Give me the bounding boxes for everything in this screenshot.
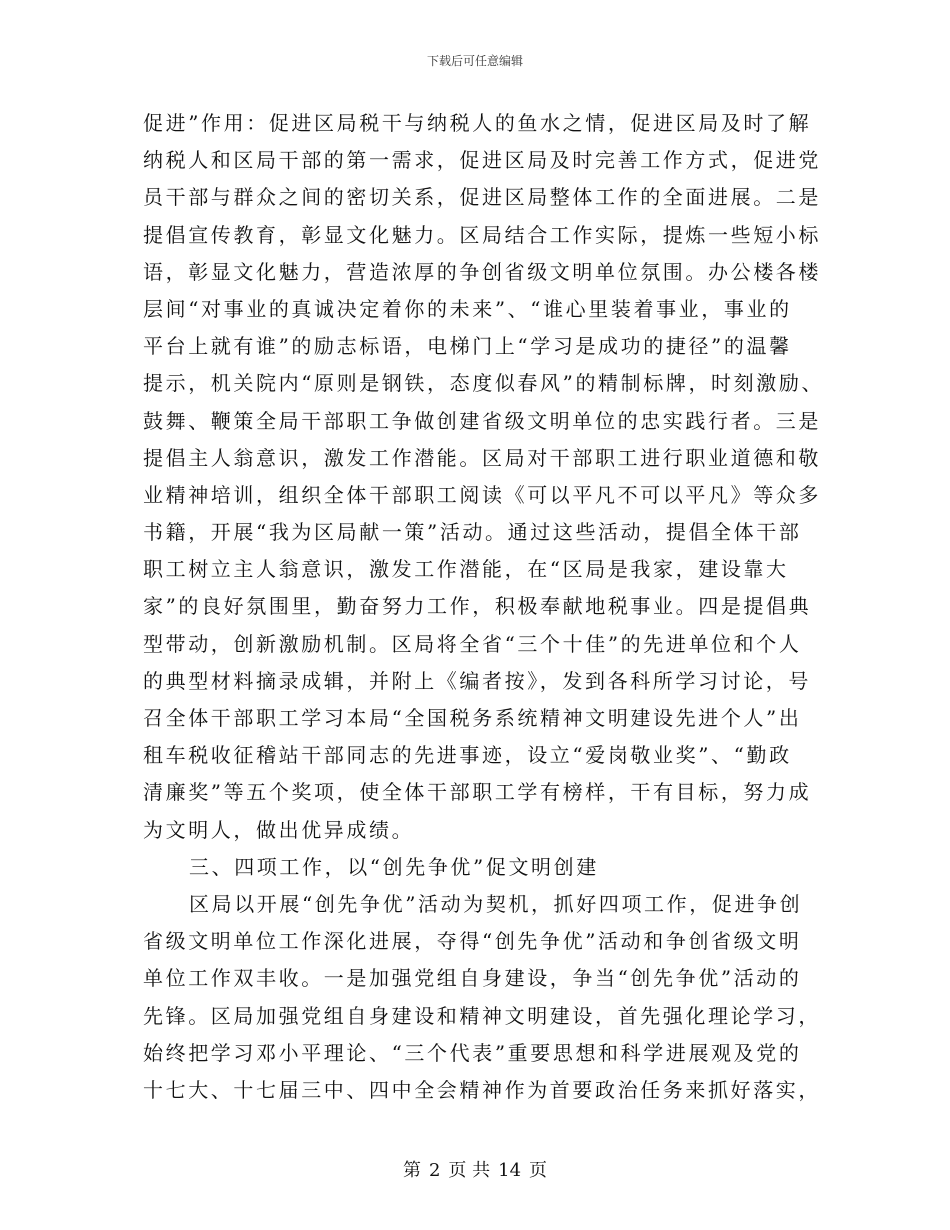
body-line: 纳税人和区局干部的第一需求，促进区局及时完善工作方式，促进党	[143, 148, 821, 173]
body-line: 的典型材料摘录成辑，并附上《编者按》，发到各科所学习讨论，号	[143, 668, 811, 693]
footer-middle: 页 共	[448, 1160, 491, 1181]
footer-suffix: 页	[529, 1160, 548, 1181]
body-line: 书籍，开展“我为区局献一策”活动。通过这些活动，提倡全体干部	[143, 520, 802, 545]
body-line: 型带动，创新激励机制。区局将全省“三个十佳”的先进单位和个人	[143, 631, 802, 656]
body-line: 十七大、十七届三中、四中全会精神作为首要政治任务来抓好落实，	[143, 1077, 821, 1102]
body-line: 家”的良好氛围里，勤奋努力工作，积极奉献地税事业。四是提倡典	[143, 594, 812, 619]
body-line: 提倡主人翁意识，激发工作潜能。区局对干部职工进行职业道德和敬	[143, 445, 821, 470]
body-line: 始终把学习邓小平理论、“三个代表”重要思想和科学进展观及党的	[143, 1040, 802, 1065]
body-line: 促进”作用：促进区局税干与纳税人的鱼水之情，促进区局及时了解	[143, 111, 812, 135]
body-line: 提示，机关院内“原则是钢铁，态度似春风”的精制标牌，时刻激励、	[143, 371, 825, 396]
document-body	[143, 105, 825, 1109]
body-line: 先锋。区局加强党组自身建设和精神文明建设，首先强化理论学习，	[143, 1003, 821, 1028]
page-footer	[0, 1156, 950, 1182]
body-line: 员干部与群众之间的密切关系，促进区局整体工作的全面进展。二是	[143, 185, 821, 210]
body-line: 租车税收征稽站干部同志的先进事迹，设立“爱岗敬业奖”、“勤政	[143, 743, 792, 768]
body-line: 鼓舞、鞭策全局干部职工争做创建省级文明单位的忠实践行者。三是	[143, 408, 821, 433]
body-line: 提倡宣传教育，彰显文化魅力。区局结合工作实际，提炼一些短小标	[143, 222, 821, 247]
body-line: 层间“对事业的真诚决定着你的未来”、“谁心里装着事业，事业的	[143, 296, 792, 321]
body-line: 单位工作双丰收。一是加强党组自身建设，争当“创先争优”活动的	[143, 966, 802, 991]
body-line: 职工树立主人翁意识，激发工作潜能，在“区局是我家，建设靠大	[143, 557, 789, 582]
page-number: 2	[428, 1160, 441, 1181]
footer-prefix: 第	[402, 1160, 421, 1181]
section-heading: 三、四项工作，以“创先争优”促文明创建	[189, 854, 599, 879]
body-line: 业精神培训，组织全体干部职工阅读《可以平凡不可以平凡》等众多	[143, 482, 821, 507]
body-line: 清廉奖”等五个奖项，使全体干部职工学有榜样，干有目标，努力成	[143, 780, 812, 805]
body-line: 语，彰显文化魅力，营造浓厚的争创省级文明单位氛围。办公楼各楼	[143, 259, 821, 284]
page-total: 14	[498, 1160, 522, 1181]
body-line: 召全体干部职工学习本局“全国税务系统精神文明建设先进个人”出	[143, 706, 802, 730]
body-line: 为文明人，做出优异成绩。	[143, 817, 415, 842]
page-header: 下载后可任意编辑	[426, 54, 523, 68]
paragraph-first-line: 区局以开展“创先争优”活动为契机，抓好四项工作，促进争创	[189, 891, 803, 916]
body-line: 平台上就有谁”的励志标语，电梯门上“学习是成功的捷径”的温馨	[143, 334, 792, 359]
body-line: 省级文明单位工作深化进展，夺得“创先争优”活动和争创省级文明	[143, 929, 802, 954]
